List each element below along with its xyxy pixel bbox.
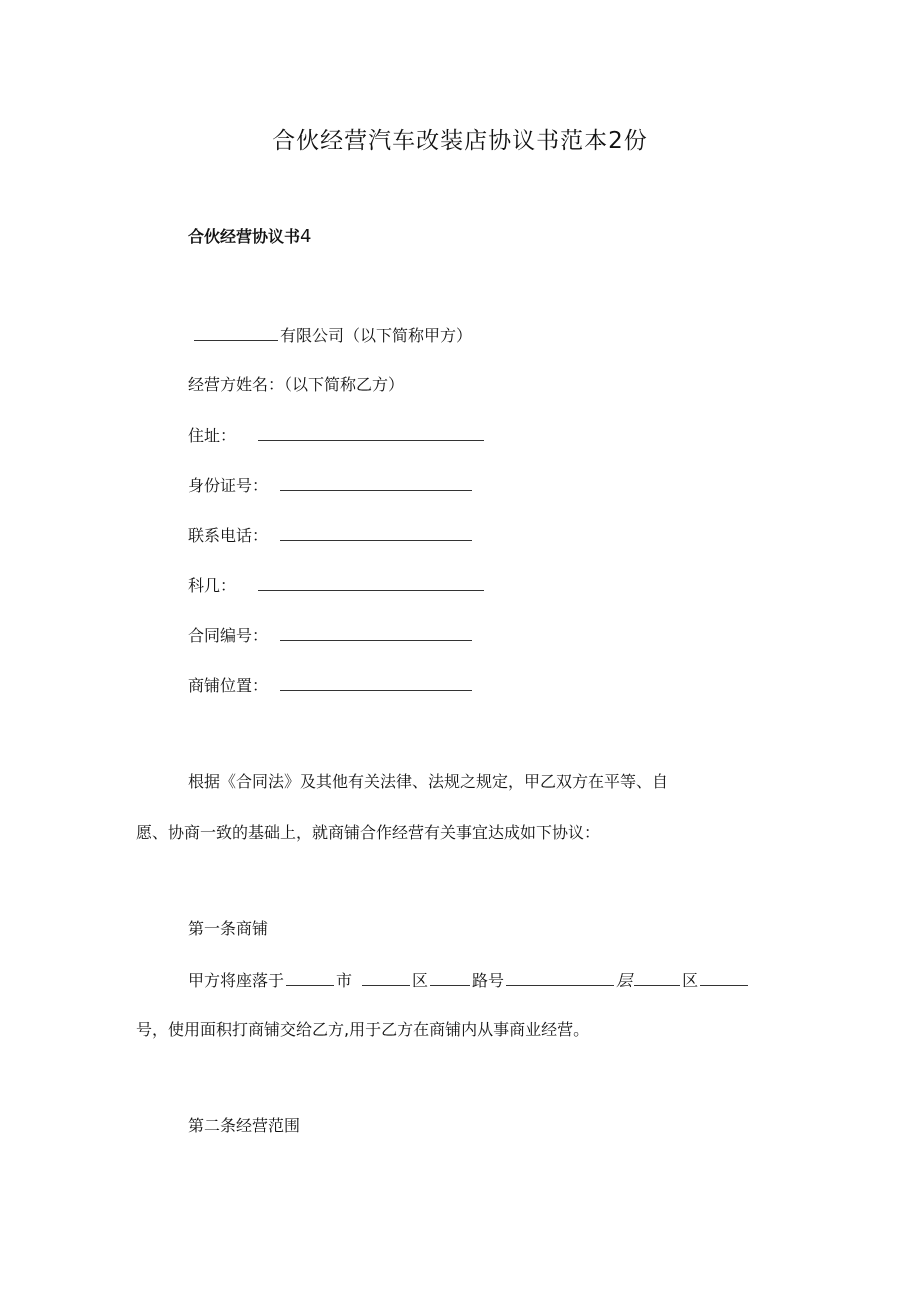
field-label: 身份证号： — [188, 476, 269, 495]
field-label: 商铺位置： — [188, 676, 269, 695]
party-a-line — [194, 324, 472, 347]
preamble-line-1: 根据《合同法》及其他有关法律、法规之规定，甲乙双方在平等、自 — [188, 772, 669, 791]
section-heading — [188, 226, 311, 248]
party-a-name-blank[interactable] — [194, 324, 278, 341]
party-a-suffix: 有限公司（以下简称甲方） — [280, 326, 473, 345]
city-blank[interactable] — [286, 969, 334, 986]
shop-location-blank[interactable] — [280, 674, 472, 691]
district-blank[interactable] — [362, 969, 410, 986]
article-1-text: 区 — [412, 971, 429, 990]
article-1-heading: 第一条商铺 — [188, 919, 269, 938]
party-b-line: 经营方姓名：（以下简称乙方） — [188, 375, 405, 394]
section-heading-number: 4 — [300, 226, 312, 247]
article-1-line-1 — [188, 969, 750, 992]
article-1-line-2: 号，使用面积打商铺交给乙方,用于乙方在商铺内从事商业经营。 — [136, 1020, 590, 1039]
subject-blank[interactable] — [258, 574, 484, 591]
address-blank[interactable] — [258, 424, 484, 441]
article-1-text: 层 — [616, 971, 633, 990]
document-title: 合伙经营汽车改装店协议书范本2份 — [272, 128, 648, 154]
phone-blank[interactable] — [280, 524, 472, 541]
field-label: 科几： — [188, 576, 237, 595]
article-1-text: 路号 — [472, 971, 505, 990]
article-1-text: 区 — [682, 971, 699, 990]
contract-number-blank[interactable] — [280, 624, 472, 641]
field-label: 合同编号： — [188, 626, 269, 645]
section-heading-text: 合伙经营协议书 — [188, 227, 301, 246]
field-subject — [188, 574, 486, 597]
unit-blank[interactable] — [700, 969, 748, 986]
floor-blank[interactable] — [506, 969, 614, 986]
field-address — [188, 424, 486, 447]
field-label: 住址： — [188, 426, 237, 445]
road-blank[interactable] — [430, 969, 470, 986]
article-1-text: 市 — [336, 971, 353, 990]
field-phone — [188, 524, 474, 547]
article-2-heading: 第二条经营范围 — [188, 1116, 301, 1135]
id-number-blank[interactable] — [280, 474, 472, 491]
area-blank[interactable] — [634, 969, 680, 986]
preamble-line-2: 愿、协商一致的基础上，就商铺合作经营有关事宜达成如下协议： — [136, 823, 601, 842]
field-id-number — [188, 474, 474, 497]
field-contract-number — [188, 624, 474, 647]
article-1-text: 甲方将座落于 — [188, 971, 285, 990]
field-label: 联系电话： — [188, 526, 269, 545]
field-shop-location — [188, 674, 474, 697]
